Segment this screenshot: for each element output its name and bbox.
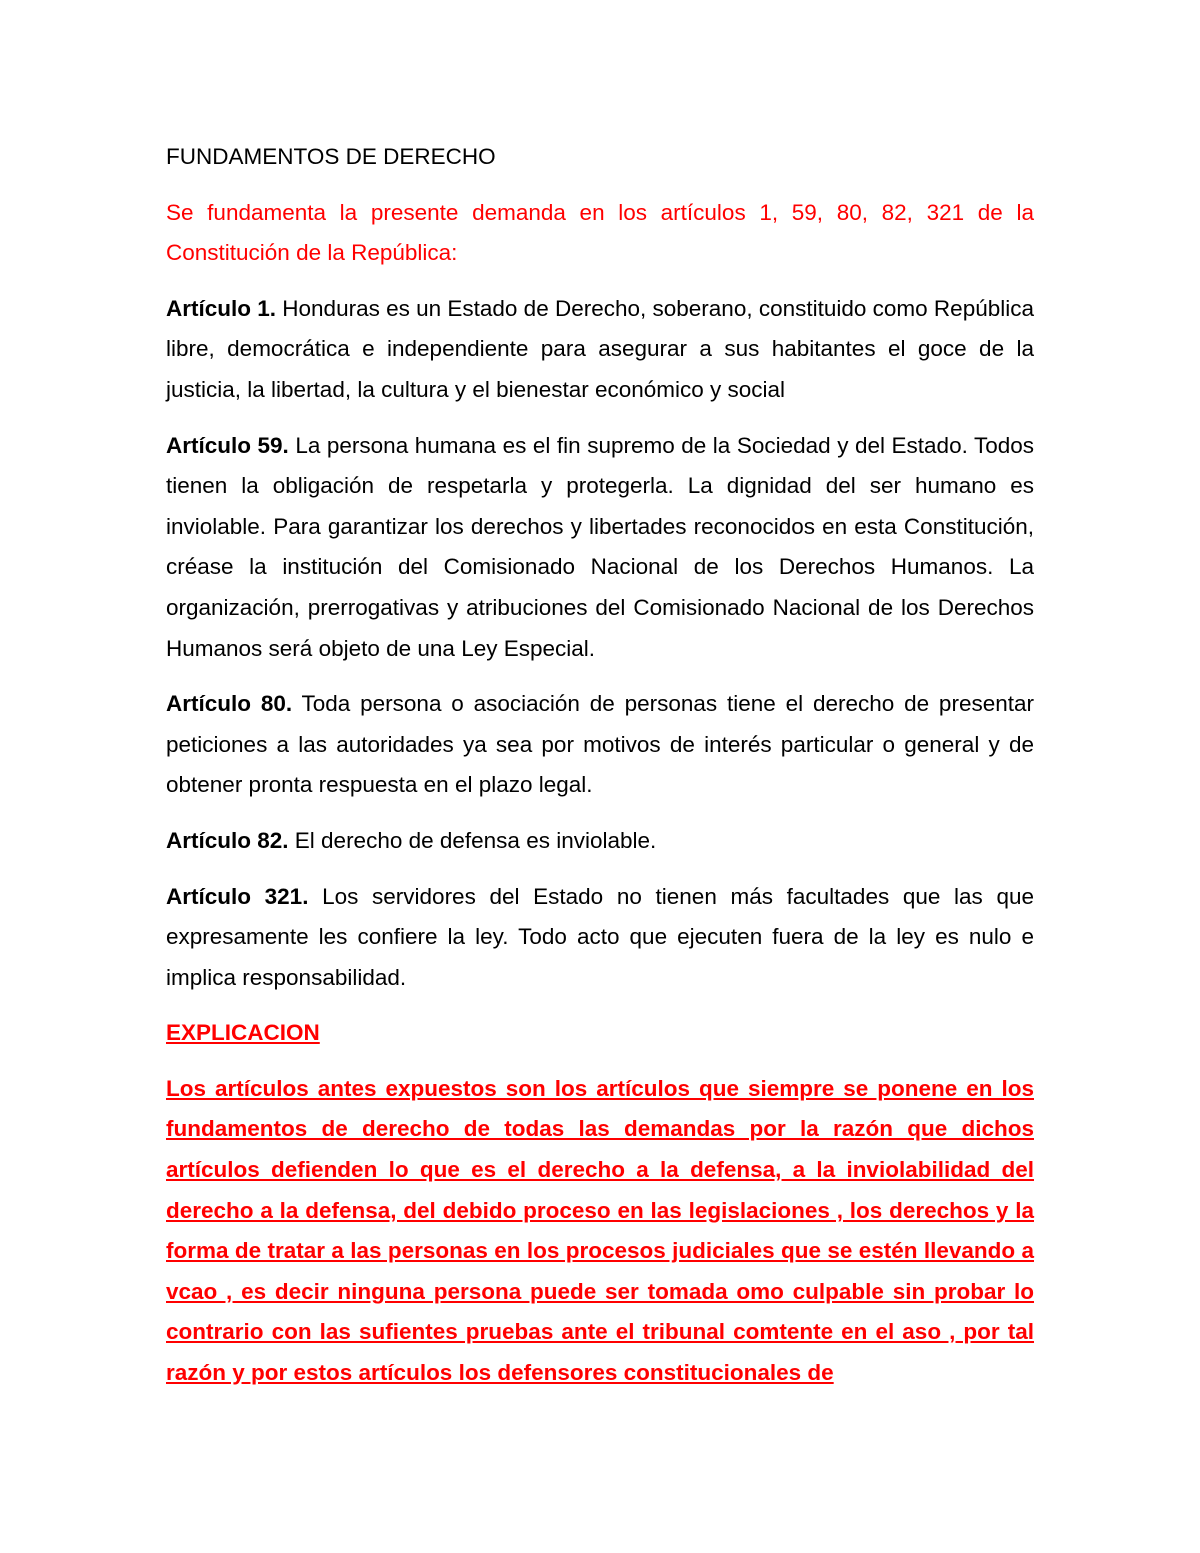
article-59-text: La persona humana es el fin supremo de la Sociedad y del Estado. Todos tienen la obligación de respetarla y protegerla. La dignidad del ser humano es inviolable. Para garantizar los derechos y libertades reconocidos en esta Constitución, créase la institución del Comisionado Nacional de los Derechos Humanos. La organización, prerrogativas y atribuciones del Comisionado Nacional de los Derechos Humanos será objeto de una Ley Especial. — [166, 432, 1034, 661]
article-82-paragraph — [166, 821, 1034, 862]
article-80-paragraph — [166, 684, 1034, 806]
article-1-paragraph — [166, 289, 1034, 411]
article-321-paragraph — [166, 877, 1034, 999]
article-321-label: Artículo 321. — [166, 883, 309, 909]
article-82-label: Artículo 82. — [166, 827, 289, 853]
article-1-label: Artículo 1. — [166, 295, 277, 321]
article-321-text: Los servidores del Estado no tienen más facultades que las que expresamente les confiere la ley. Todo acto que ejecuten fuera de la ley es nulo e implica responsabilidad. — [166, 883, 1035, 990]
article-59-paragraph — [166, 426, 1034, 670]
document-page — [166, 137, 1034, 1394]
article-80-text: Toda persona o asociación de personas tiene el derecho de presentar peticiones a las autoridades ya sea por motivos de interés particular o general y de obtener pronta respuesta en el plazo legal. — [166, 691, 1034, 798]
article-80-label: Artículo 80. — [166, 691, 293, 717]
explanation-body: Los artículos antes expuestos son los artículos que siempre se ponene en los fundamentos de derecho de todas las demandas por la razón que dichos artículos defienden lo que es el derecho a la defensa, a la inviolabilidad del derecho a la defensa, del debido proceso en las legislaciones , los derechos y la forma de tratar a las personas en los procesos judiciales que se estén llevando a vcao , es decir ninguna persona puede ser tomada omo culpable sin probar lo contrario con las sufientes pruebas ante el tribunal comtente en el aso , por tal razón y por estos artículos los defensores constitucionales de — [166, 1075, 1034, 1386]
article-59-label: Artículo 59. — [166, 432, 289, 458]
intro-paragraph: Se fundamenta la presente demanda en los artículos 1, 59, 80, 82, 321 de la Constitución de la República: — [166, 199, 1034, 266]
document-heading: FUNDAMENTOS DE DERECHO — [166, 144, 496, 169]
article-1-text: Honduras es un Estado de Derecho, soberano, constituido como República libre, democrática e independiente para asegurar a sus habitantes el goce de la justicia, la libertad, la cultura y el bienestar económico y social — [166, 295, 1034, 402]
explanation-title: EXPLICACION — [166, 1020, 320, 1046]
article-82-text: El derecho de defensa es inviolable. — [288, 827, 657, 853]
